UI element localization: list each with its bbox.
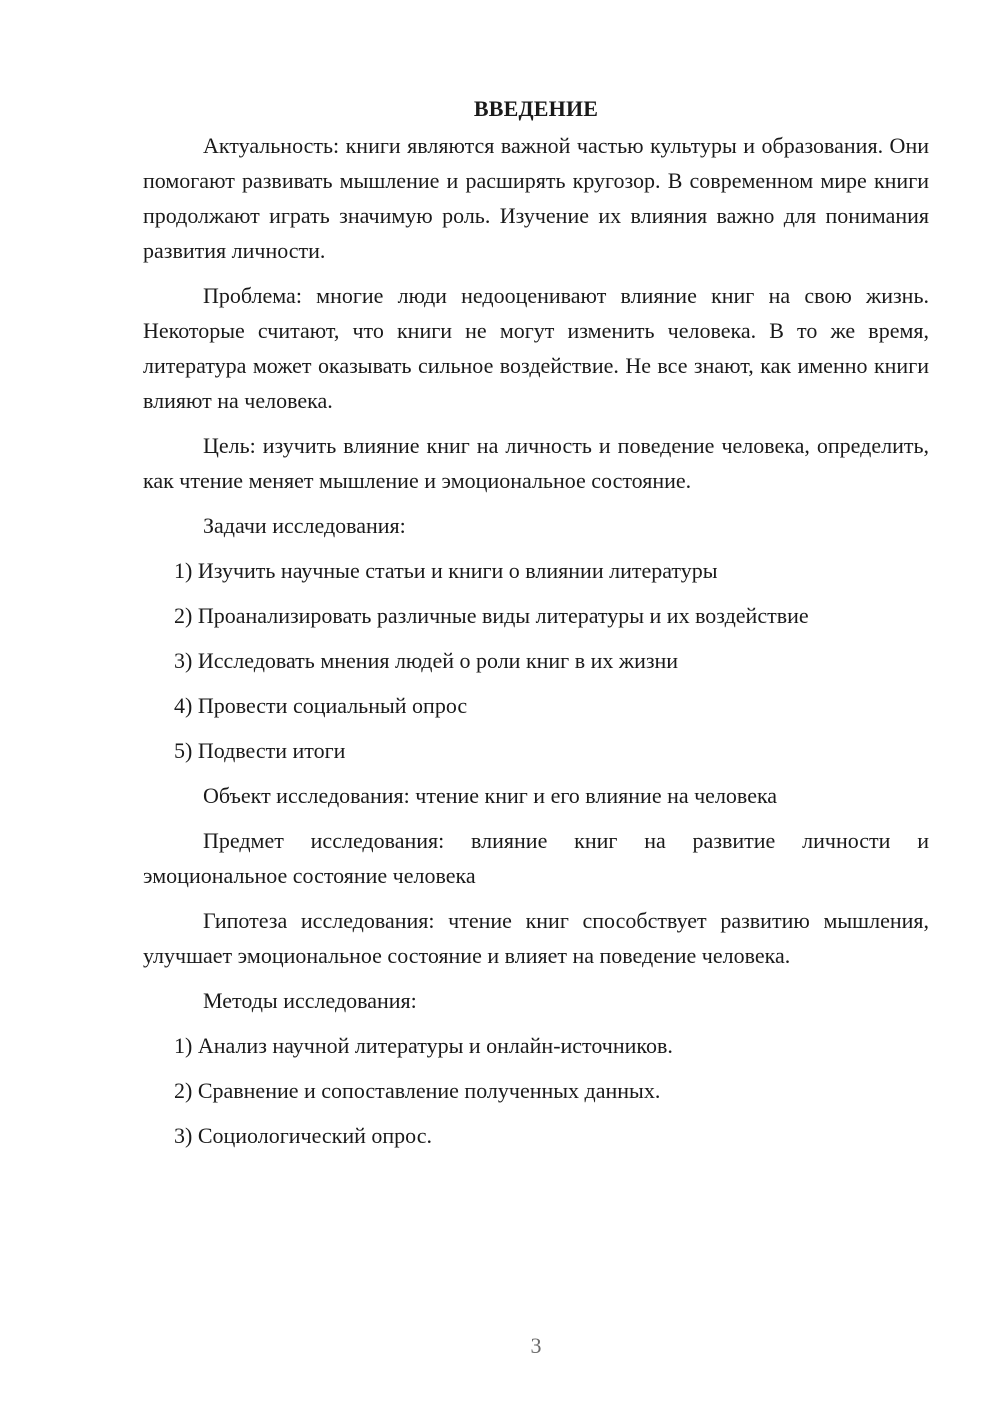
method-item: 1) Анализ научной литературы и онлайн-источников. bbox=[174, 1033, 673, 1058]
task-item: 5) Подвести итоги bbox=[174, 738, 346, 763]
document-page bbox=[143, 92, 929, 1163]
task-item: 4) Провести социальный опрос bbox=[174, 693, 468, 718]
method-item: 3) Социологический опрос. bbox=[174, 1123, 432, 1148]
page-title: ВВЕДЕНИЕ bbox=[473, 96, 599, 121]
relevance-paragraph: Актуальность: книги являются важной частью культуры и образования. Они помогают развивать мышление и расширять кругозор. В современном мире книги продолжают играть значимую роль. Изучение их влияния важно для понимания развития личности. bbox=[143, 133, 929, 263]
hypothesis-paragraph: Гипотеза исследования: чтение книг способствует развитию мышления, улучшает эмоциональное состояние и влияет на поведение человека. bbox=[143, 908, 929, 968]
object-paragraph: Объект исследования: чтение книг и его влияние на человека bbox=[203, 783, 778, 808]
tasks-heading: Задачи исследования: bbox=[203, 513, 406, 538]
subject-paragraph: Предмет исследования: влияние книг на развитие личности и эмоциональное состояние человека bbox=[143, 828, 929, 888]
task-item: 2) Проанализировать различные виды литературы и их воздействие bbox=[174, 603, 809, 628]
problem-paragraph: Проблема: многие люди недооценивают влияние книг на свою жизнь. Некоторые считают, что книги не могут изменить человека. В то же время, литература может оказывать сильное воздействие. Не все знают, как именно книги влияют на человека. bbox=[143, 283, 929, 413]
task-item: 1) Изучить научные статьи и книги о влиянии литературы bbox=[174, 558, 718, 583]
method-item: 2) Сравнение и сопоставление полученных данных. bbox=[174, 1078, 661, 1103]
methods-heading: Методы исследования: bbox=[203, 988, 417, 1013]
page-number: 3 bbox=[530, 1333, 542, 1358]
goal-paragraph: Цель: изучить влияние книг на личность и поведение человека, определить, как чтение меняет мышление и эмоциональное состояние. bbox=[143, 433, 929, 493]
task-item: 3) Исследовать мнения людей о роли книг в их жизни bbox=[174, 648, 679, 673]
